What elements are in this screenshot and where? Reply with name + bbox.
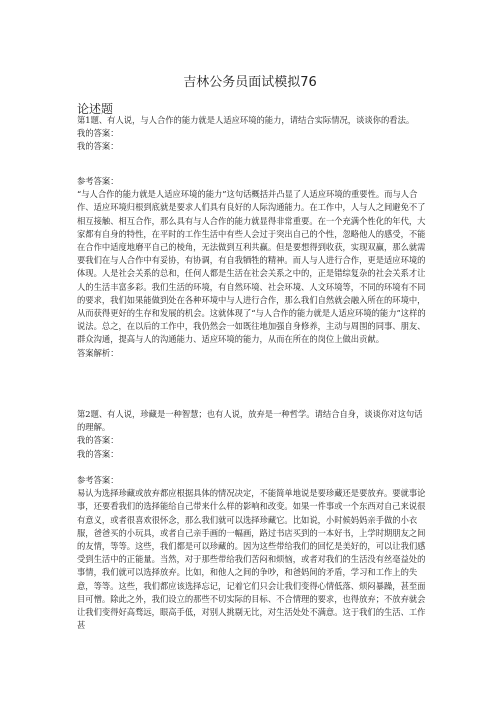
answer-1 bbox=[77, 175, 430, 360]
answer-2-label: 参考答案： bbox=[77, 475, 119, 485]
answer-2-text: 易认为选择珍藏或放弃都应根据具体的情况决定，不能简单地说是要珍藏还是要放弃。要就事论事，还要看我们的选择能给自己带来什么样的影响和改变。如果一件事或一个东西对自己来说很有意义，或者很喜欢很怀念，那么我们就可以选择珍藏它。比如说，小时候妈妈亲手做的小衣服，爸爸买的小玩具，或者自己亲手画的一幅画，路过书店买到的一本好书，上学时期朋友之间的友情，等等。这些，我们都是可以珍藏的。因为这些带给我们的回忆是美好的，可以让我们感受到生活中的正能量。当然，对于那些带给我们苦闷和烦恼，或者对我们的生活没有丝毫益处的事情，我们就可以选择放弃。比如，和他人之间的争吵，和爸妈间的矛盾，学习和工作上的失意，等等。这些，我们都应该选择忘记，记着它们只会让我们变得心情低落、烦闷暴躁，甚至面目可憎。除此之外，我们设立的那些不切实际的目标、不合情理的要求，也得放弃；不放弃就会让我们变得好高骛远，眼高手低，对别人挑剔无比，对生活处处不满意。这于我们的生活、工作甚 bbox=[77, 488, 426, 631]
question-2-text: 第2题、有人说，珍藏是一种智慧；也有人说，放弃是一种哲学。请结合自身，谈谈你对这句话的理解。 bbox=[77, 409, 423, 433]
question-2-my-answer-2: 我的答案： bbox=[77, 448, 119, 459]
answer-1-text: “与人合作的能力就是人适应环境的能力”这句话概括并凸显了人适应环境的重要性。而与人合作、适应环境归根到底就是要求人们具有良好的人际沟通能力。在工作中，人与人之间避免不了相互接触、相互合作，那么具有与人合作的能力就显得非常重要。在一个充满个性化的年代，大家都有自身的特性，在平时的工作生活中有些人会过于突出自己的个性，忽略他人的感受，不能在合作中适度地磨平自己的棱角，无法做到互利共赢。但是要想得到收获，实现双赢，那么就需要我们在与人合作中有妥协，有协调，有自我牺牲的精神。而人与人进行合作，更是适应环境的体现。人是社会关系的总和，任何人都是生活在社会关系之中的，正是错综复杂的社会关系才让人的生活丰富多彩。我们生活的环境，有自然环境、社会环境、人文环境等，不同的环境有不同的要求，我们如果能做到处在各种环境中与人进行合作，那么我们自然就会融入所在的环境中，从而获得更好的生存和发展的机会。这就体现了“与人合作的能力就是人适应环境的能力”这样的说法。总之，在以后的工作中，我仍然会一如既往地加强自身修养，主动与周围的同事、朋友、群众沟通，提高与人的沟通能力、适应环境的能力，从而在所在的岗位上做出贡献。 bbox=[77, 189, 426, 345]
answer-1-analysis-label: 答案解析： bbox=[77, 347, 119, 358]
page-title: 吉林公务员面试模拟76 bbox=[183, 75, 317, 90]
question-1-my-answer: 我的答案： bbox=[77, 128, 119, 139]
question-2 bbox=[77, 408, 430, 461]
question-1-my-answer-2: 我的答案： bbox=[77, 141, 119, 152]
question-1-text: 第1题、有人说，与人合作的能力就是人适应环境的能力，请结合实际情况，谈谈你的看法。 bbox=[77, 115, 415, 125]
answer-2 bbox=[77, 474, 430, 632]
section-heading: 论述题 bbox=[77, 102, 114, 116]
answer-1-label: 参考答案： bbox=[77, 176, 119, 186]
question-2-my-answer: 我的答案： bbox=[77, 435, 119, 446]
question-1 bbox=[77, 114, 430, 154]
